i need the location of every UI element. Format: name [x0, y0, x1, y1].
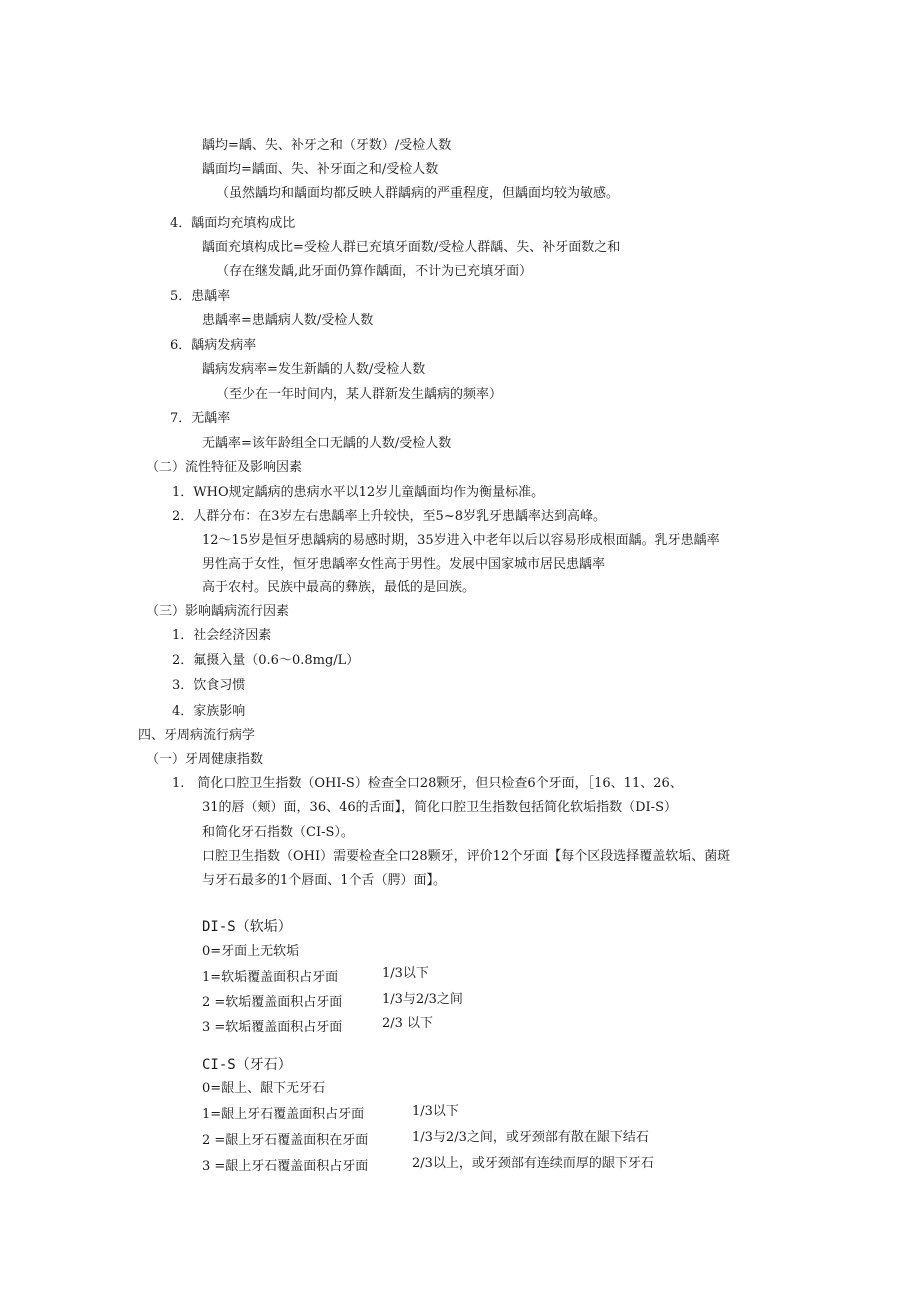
text-line: 患龋率=患龋病人数/受检人数 [202, 313, 374, 328]
ci-s-score: 1=龈上牙石覆盖面积占牙面 [202, 1107, 365, 1122]
text-line: 1. 简化口腔卫生指数（OHI-S）检查全口28颗牙，但只检查6个牙面，［16、11、26、 [172, 776, 683, 791]
text-line: 龋均=龋、失、补牙之和（牙数）/受检人数 [202, 138, 452, 153]
section-heading: 5．患龋率 [170, 289, 231, 304]
text-line: 男性高于女性，恒牙患龋率女性高于男性。发展中国家城市居民患龋率 [202, 557, 606, 572]
text-line: 3．饮食习惯 [172, 678, 246, 693]
text-line: （虽然龋均和龋面均都反映人群龋病的严重程度，但龋面均较为敏感。 [216, 186, 620, 201]
di-s-score: 3 =软垢覆盖面积占牙面 [202, 1020, 343, 1035]
text-line: 12～15岁是恒牙患龋病的易感时期，35岁进入中老年以后以容易形成根面龋。乳牙患龋率 [202, 533, 720, 548]
text-line: 高于农村。民族中最高的彝族，最低的是回族。 [202, 580, 476, 595]
ci-s-range: 1/3与2/3之间，或牙颈部有散在龈下结石 [412, 1130, 649, 1145]
text-line: 龋面均=龋面、失、补牙面之和/受检人数 [202, 162, 439, 177]
text-line: 龋病发病率=发生新龋的人数/受检人数 [202, 362, 426, 377]
text-line: 口腔卫生指数（OHI）需要检查全口28颗牙，评价12个牙面【每个区段选择覆盖软垢、菌斑 [202, 849, 731, 864]
chapter-heading: 四、牙周病流行病学 [138, 728, 256, 743]
di-s-zero: 0=牙面上无软垢 [202, 944, 300, 959]
di-s-range: 1/3以下 [382, 966, 429, 981]
ci-s-zero: 0=龈上、龈下无牙石 [202, 1081, 326, 1096]
text-line: 和简化牙石指数（CI-S）。 [202, 825, 354, 840]
text-line: 31的唇（颊）面，36、46的舌面】，简化口腔卫生指数包括简化软垢指数（DI-S） [202, 800, 677, 815]
ci-s-score: 2 =龈上牙石覆盖面积在牙面 [202, 1133, 369, 1148]
di-s-title: DI-S（软垢） [202, 919, 292, 935]
section-heading: 7．无龋率 [170, 411, 231, 426]
di-s-range: 2/3 以下 [382, 1016, 434, 1031]
ci-s-range: 2/3以上，或牙颈部有连续而厚的龈下牙石 [412, 1156, 654, 1171]
di-s-score: 2 =软垢覆盖面积占牙面 [202, 995, 343, 1010]
ci-s-range: 1/3以下 [412, 1104, 459, 1119]
text-line: 4．家族影响 [172, 704, 246, 719]
section-heading: （三）影响龋病流行因素 [146, 604, 290, 619]
text-line: 2．氟摄入量（0.6～0.8mg/L） [172, 653, 360, 668]
di-s-score: 1=软垢覆盖面积占牙面 [202, 970, 339, 985]
section-heading: 4．龋面均充填构成比 [170, 216, 296, 231]
text-line: （存在继发龋,此牙面仍算作龋面，不计为已充填牙面） [216, 264, 533, 279]
text-line: 无龋率=该年龄组全口无龋的人数/受检人数 [202, 436, 452, 451]
section-heading: （一）牙周健康指数 [146, 752, 264, 767]
text-line: 龋面充填构成比=受检人群已充填牙面数/受检人群龋、失、补牙面数之和 [202, 240, 621, 255]
di-s-range: 1/3与2/3之间 [382, 992, 463, 1007]
text-line: （至少在一年时间内，某人群新发生龋病的频率） [216, 387, 503, 402]
text-line: 2．人群分布：在3岁左右患龋率上升较快，至5~8岁乳牙患龋率达到高峰。 [172, 509, 606, 524]
ci-s-title: CI-S（牙石） [202, 1057, 292, 1073]
ci-s-score: 3 =龈上牙石覆盖面积占牙面 [202, 1159, 369, 1174]
section-heading: （二）流性特征及影响因素 [146, 460, 303, 475]
section-heading: 6．龋病发病率 [170, 338, 257, 353]
text-line: 1．WHO规定龋病的患病水平以12岁儿童龋面均作为衡量标准。 [172, 485, 545, 500]
text-line: 与牙石最多的1个唇面、1个舌（腭）面】。 [202, 873, 447, 888]
text-line: 1．社会经济因素 [172, 628, 272, 643]
